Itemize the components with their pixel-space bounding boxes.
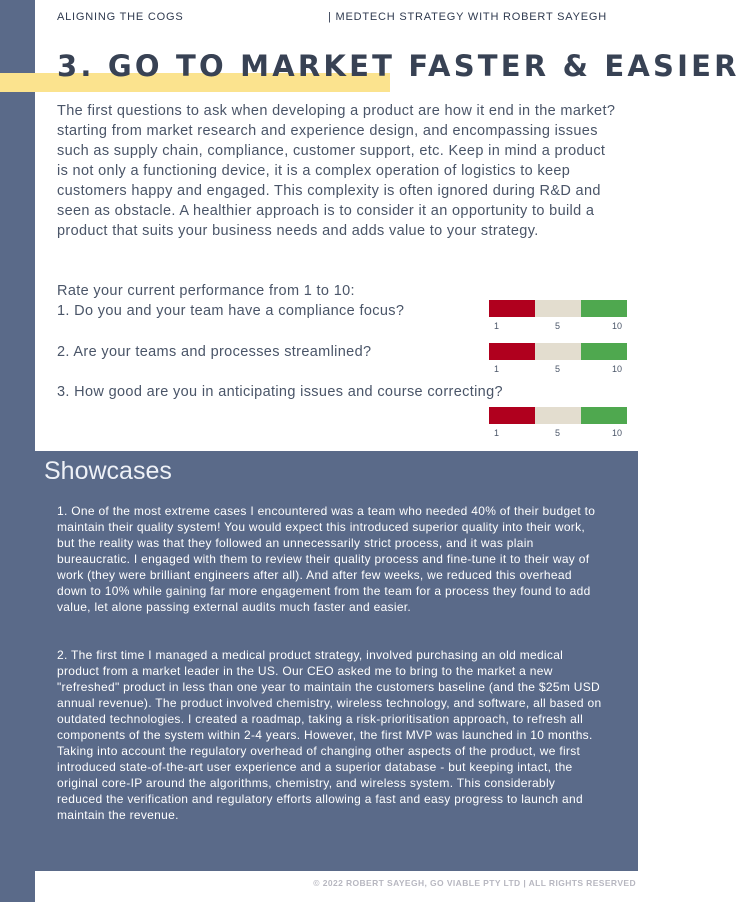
- scale-low-segment[interactable]: [489, 343, 535, 360]
- page-title: 3. GO TO MARKET FASTER & EASIER: [57, 49, 740, 83]
- scale-tick-10: 10: [612, 321, 623, 331]
- scale-tick-5: 5: [555, 364, 561, 374]
- scale-mid-segment[interactable]: [535, 300, 581, 317]
- rating-scale-2[interactable]: [489, 343, 627, 376]
- scale-tick-10: 10: [612, 428, 623, 438]
- rating-scale-3[interactable]: [489, 407, 627, 440]
- header-left: ALIGNING THE COGS: [57, 11, 184, 23]
- scale-high-segment[interactable]: [581, 300, 627, 317]
- scale-mid-segment[interactable]: [535, 343, 581, 360]
- rating-question-1: 1. Do you and your team have a compliance focus?: [57, 303, 405, 319]
- scale-tick-10: 10: [612, 364, 623, 374]
- scale-tick-5: 5: [555, 321, 561, 331]
- scale-low-segment[interactable]: [489, 407, 535, 424]
- showcase-case-2: 2. The first time I managed a medical product strategy, involved purchasing an old medical product from a market leader in the US. Our CEO asked me to bring to the market a new "refreshed" product in less than one year to maintain the customers baseline (and the $25m USD annual revenue). The product involved chemistry, wireless technology, and software, all based on outdated technologies. I created a roadmap, taking a risk-prioritisation approach, to refresh all components of the system within 2-4 years. However, the first MVP was launched in 10 months. Taking into account the regulatory overhead of changing other aspects of the product, we first introduced state-of-the-art user experience and a superior database - but keeping intact, the original core-IP around the algorithms, chemistry, and wireless system. This considerably reduced the verification and regulatory efforts allowing a fast and easy progress to launch and maintain the revenue.: [57, 648, 602, 822]
- showcase-case-1: 1. One of the most extreme cases I encountered was a team who needed 40% of their budget to maintain their quality system! You would expect this introduced superior quality into their work, but the reality was that they followed an unnecessarily strict process, and it was plain bureaucratic. I engaged with them to review their quality process and fine-tune it to their way of work (they were brilliant engineers after all). And after few weeks, we reduced this overhead down to 10% while gaining far more engagement from the team for a process they found to add value, let alone passing external audits much faster and easier.: [57, 504, 596, 614]
- rating-scale-1[interactable]: [489, 300, 627, 333]
- scale-high-segment[interactable]: [581, 407, 627, 424]
- copyright-footer: © 2022 ROBERT SAYEGH, GO VIABLE PTY LTD | ALL RIGHTS RESERVED: [313, 878, 636, 888]
- header-right: | MEDTECH STRATEGY WITH ROBERT SAYEGH: [328, 11, 607, 23]
- intro-paragraph: The first questions to ask when developing a product are how it end in the market? starting from market research and experience design, and encompassing issues such as supply chain, compliance, customer support, etc. Keep in mind a product is not only a functioning device, it is a complex operation of logistics to keep customers happy and engaged. This complexity is often ignored during R&D and seen as obstacle. A healthier approach is to consider it an opportunity to build a product that suits your business needs and adds value to your strategy.: [57, 103, 616, 239]
- rating-question-3: 3. How good are you in anticipating issues and course correcting?: [57, 384, 503, 400]
- showcases-title: Showcases: [44, 457, 172, 485]
- scale-tick-1: 1: [494, 428, 500, 438]
- scale-tick-1: 1: [494, 321, 500, 331]
- scale-mid-segment[interactable]: [535, 407, 581, 424]
- scale-tick-1: 1: [494, 364, 500, 374]
- scale-tick-5: 5: [555, 428, 561, 438]
- scale-low-segment[interactable]: [489, 300, 535, 317]
- scale-high-segment[interactable]: [581, 343, 627, 360]
- rating-prompt: Rate your current performance from 1 to 10:: [57, 283, 355, 299]
- rating-question-2: 2. Are your teams and processes streamlined?: [57, 344, 372, 360]
